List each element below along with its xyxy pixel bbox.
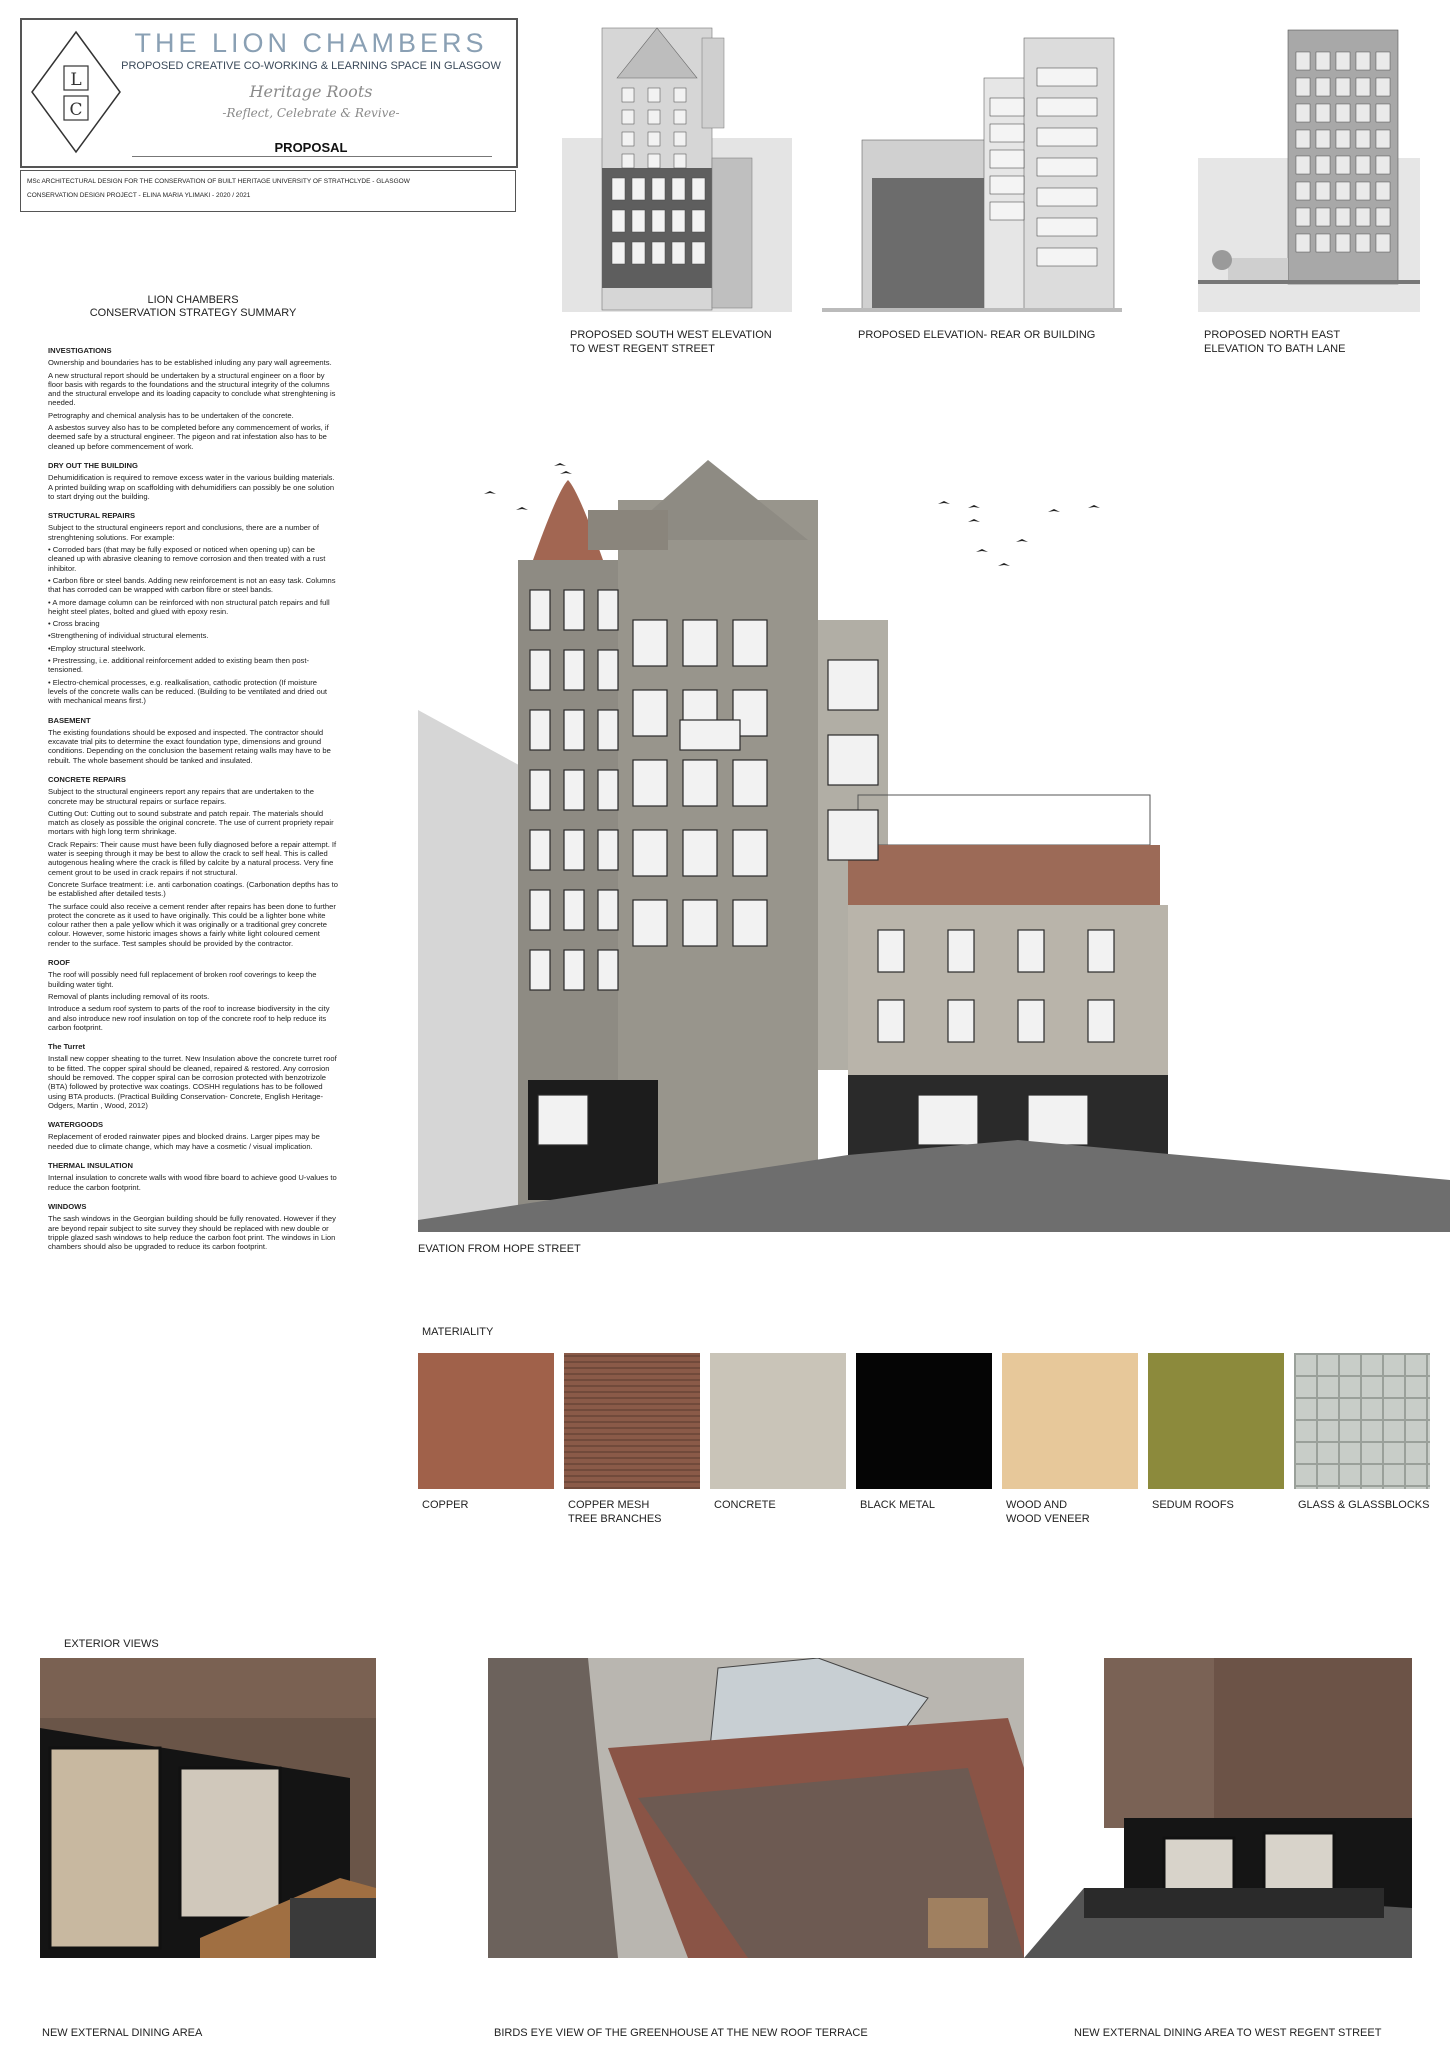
window <box>564 590 584 630</box>
window <box>1018 930 1044 972</box>
window <box>1028 1095 1088 1145</box>
elevation-rear <box>822 28 1122 312</box>
material-swatch <box>418 1353 554 1489</box>
caption-elevation-rear <box>858 328 1138 342</box>
bird-silhouette <box>998 563 1010 566</box>
bird-silhouette <box>976 549 988 552</box>
strategy-paragraph: The existing foundations should be exposed and inspected. The contractor should excavate trial pits to determine the exact foundation type, dimensions and ground conditions. Depending on the conclusion the basement retaing walls may have to be rebuilt. The whole basement should be tanked and insulated. <box>48 727 331 765</box>
window <box>1037 128 1097 146</box>
window <box>1376 182 1390 200</box>
strategy-heading: DRY OUT THE BUILDING <box>48 460 138 470</box>
view-dining-west-regent <box>1024 1658 1412 1958</box>
strategy-paragraph: Concrete Surface treatment: i.e. anti carbonation coatings. (Carbonation depths has to be established after detailed tests.) <box>48 879 338 899</box>
bird-silhouette <box>1048 509 1060 512</box>
strategy-paragraph: Ownership and boundaries has to be established inluding any pary wall agreements. <box>48 358 332 368</box>
strategy-paragraph: Subject to the structural engineers report and conclusions, there are a number of strenghtening solutions. For example: <box>48 523 319 542</box>
strategy-heading: ROOF <box>48 958 70 968</box>
window <box>633 900 667 946</box>
window <box>564 830 584 870</box>
material-label-line: TREE BRANCHES <box>568 1513 662 1525</box>
strategy-paragraph: •Strengthening of individual structural elements. <box>48 631 209 641</box>
window <box>990 202 1024 220</box>
caption-line: PROPOSED NORTH EAST <box>1204 329 1341 341</box>
window <box>672 178 685 200</box>
window <box>598 590 618 630</box>
strategy-paragraph: Dehumidification is required to remove excess water in the various building materials. A printed building wrap on scaffolding with dehumidifiers can possibly be one solution to start drying out the building. <box>48 473 335 501</box>
window <box>990 150 1024 168</box>
window <box>733 830 767 876</box>
logo-letter-c: C <box>69 100 83 120</box>
material-swatch <box>1294 1353 1430 1489</box>
window <box>598 710 618 750</box>
material-label <box>714 1498 854 1512</box>
material-label-line: CONCRETE <box>714 1499 776 1511</box>
strategy-paragraph: Petrography and chemical analysis has to be undertaken of the concrete. <box>48 410 294 420</box>
material-label-line: SEDUM ROOFS <box>1152 1499 1234 1511</box>
caption-elevation-south-west <box>570 328 810 356</box>
window <box>672 210 685 232</box>
window <box>622 110 634 124</box>
window <box>1316 182 1330 200</box>
window <box>733 760 767 806</box>
window <box>1037 98 1097 116</box>
caption-line: TO WEST REGENT STREET <box>570 343 715 355</box>
window <box>1037 188 1097 206</box>
material-swatch <box>856 1353 992 1489</box>
window <box>633 830 667 876</box>
title-block <box>20 18 518 168</box>
window <box>878 930 904 972</box>
caption-view-2: BIRDS EYE VIEW OF THE GREENHOUSE AT THE NEW ROOF TERRACE <box>494 2027 868 2039</box>
window <box>632 178 645 200</box>
window <box>632 210 645 232</box>
strategy-paragraph: The roof will possibly need full replacement of broken roof coverings to keep the building water tight. <box>48 970 317 989</box>
material-label <box>422 1498 562 1512</box>
caption-main-elevation: EVATION FROM HOPE STREET <box>418 1243 581 1255</box>
window <box>1376 156 1390 174</box>
bird-silhouette <box>968 505 980 508</box>
window <box>1088 930 1114 972</box>
caption-line: PROPOSED SOUTH WEST ELEVATION <box>570 329 772 341</box>
caption-elevation-north-east <box>1204 328 1424 356</box>
materiality-title: MATERIALITY <box>422 1326 494 1338</box>
strategy-paragraph: Subject to the structural engineers report any repairs that are undertaken to the concrete may be structural repairs or surface repairs. <box>48 787 314 806</box>
window <box>598 650 618 690</box>
window <box>633 620 667 666</box>
window <box>633 690 667 736</box>
window <box>530 770 550 810</box>
window <box>1356 234 1370 252</box>
window <box>530 650 550 690</box>
strategy-paragraph: • Cross bracing <box>48 619 100 629</box>
strategy-heading: WATERGOODS <box>48 1120 104 1130</box>
window <box>1316 130 1330 148</box>
material-label <box>860 1498 1000 1512</box>
strategy-paragraph: Introduce a sedum roof system to parts of the roof to increase biodiversity in the city and also introduce new roof insulation on top of the concrete roof to help reduce its carbon footprint. <box>48 1004 330 1032</box>
window <box>1296 52 1310 70</box>
script-title: Heritage Roots <box>249 82 373 101</box>
material-label <box>1298 1498 1438 1512</box>
course-info: MSc ARCHITECTURAL DESIGN FOR THE CONSERVATION OF BUILT HERITAGE UNIVERSITY OF STRATHCLYDE - GLASGOW <box>27 178 410 185</box>
strategy-paragraph: • Electro-chemical processes, e.g. realkalisation, cathodic protection (If moisture levels of the concrete walls can be reduced. (Building to be ventilated and dried out with mechanical means first.) <box>48 677 328 706</box>
window <box>692 178 705 200</box>
logo-letter-l: L <box>70 70 82 90</box>
bird-silhouette <box>968 519 980 522</box>
window <box>530 590 550 630</box>
strategy-paragraph: •Employ structural steelwork. <box>48 643 146 653</box>
window <box>1316 156 1330 174</box>
window <box>530 950 550 990</box>
project-subtitle: PROPOSED CREATIVE CO-WORKING & LEARNING SPACE IN GLASGOW <box>121 60 501 72</box>
window <box>1336 130 1350 148</box>
window <box>1296 208 1310 226</box>
window <box>990 176 1024 194</box>
bird-silhouette <box>938 501 950 504</box>
strategy-heading: The Turret <box>48 1042 85 1052</box>
bird-silhouette <box>560 471 572 474</box>
window <box>622 154 634 168</box>
window <box>564 650 584 690</box>
window <box>1356 156 1370 174</box>
view-external-dining <box>40 1658 376 1958</box>
window <box>674 110 686 124</box>
material-label <box>1152 1498 1292 1512</box>
window <box>598 950 618 990</box>
strategy-paragraph: The sash windows in the Georgian building should be fully renovated. However if they are beyond repair subject to site survey they should be replaced with new double or tripple glazed sash windows to help reduce the carbon foot print. The windows in Lion chambers should also be upgraded to reduce its carbon footprint. <box>48 1214 336 1252</box>
window <box>692 210 705 232</box>
material-label <box>1006 1498 1146 1526</box>
window <box>598 830 618 870</box>
strategy-paragraph: The surface could also receive a cement render after repairs has been done to further protect the concrete as it used to have originally. This could be a lighter bone white colour rather then a pale yellow which it was originally or a traditional grey concrete colour. However, some historic images shows a fairly white light coloured cement render to the surface. Test samples should be provided by the contractor. <box>48 901 336 948</box>
strategy-paragraph: • Corroded bars (that may be fully exposed or noticed when opening up) can be cleaned up with abrasive cleaning to remove corrosion and then treated with a rust inhibitor. <box>48 545 326 573</box>
window <box>622 88 634 102</box>
caption-view-3: NEW EXTERNAL DINING AREA TO WEST REGENT STREET <box>1074 2027 1382 2039</box>
strategy-paragraph: Replacement of eroded rainwater pipes and blocked drains. Larger pipes may be needed due to climate change, which may have a cosmetic / visual implication. <box>48 1132 320 1151</box>
strategy-heading: BASEMENT <box>48 715 91 725</box>
window <box>1376 78 1390 96</box>
window <box>1376 208 1390 226</box>
script-subtitle: -Reflect, Celebrate & Revive- <box>222 106 400 120</box>
window <box>564 770 584 810</box>
strategy-paragraph: • Prestressing, i.e. additional reinforcement added to existing beam then post-tensioned. <box>48 656 309 675</box>
window <box>612 210 625 232</box>
strategy-paragraph: A asbestos survey also has to be completed before any commencement of works, if deemed safe by a structural engineer. The pigeon and rat infestation also has to be cleaned up before commencement of work. <box>48 423 329 451</box>
strategy-title <box>48 294 338 320</box>
window <box>692 242 705 264</box>
elevation-south-west <box>562 18 792 312</box>
material-label-line: BLACK METAL <box>860 1499 935 1511</box>
bird-silhouette <box>484 491 496 494</box>
window <box>1376 52 1390 70</box>
divider <box>132 156 492 157</box>
window <box>990 124 1024 142</box>
window <box>948 1000 974 1042</box>
window <box>1296 234 1310 252</box>
window <box>674 88 686 102</box>
window <box>1356 208 1370 226</box>
window <box>564 710 584 750</box>
window <box>1356 182 1370 200</box>
window <box>530 890 550 930</box>
caption-line: ELEVATION TO BATH LANE <box>1204 343 1346 355</box>
window <box>648 154 660 168</box>
window <box>674 154 686 168</box>
exterior-title: EXTERIOR VIEWS <box>64 1638 159 1650</box>
window <box>1037 68 1097 86</box>
window <box>1376 104 1390 122</box>
window <box>648 110 660 124</box>
window <box>632 242 645 264</box>
strategy-paragraph: Internal insulation to concrete walls with wood fibre board to achieve good U-values to reduce the carbon footprint. <box>48 1173 337 1192</box>
window <box>598 890 618 930</box>
window <box>652 178 665 200</box>
window <box>1336 78 1350 96</box>
window <box>1088 1000 1114 1042</box>
window <box>1296 130 1310 148</box>
window <box>564 890 584 930</box>
info-block <box>20 170 516 212</box>
window <box>1316 208 1330 226</box>
window <box>990 98 1024 116</box>
window <box>652 210 665 232</box>
strategy-paragraph: • Carbon fibre or steel bands. Adding new reinforcement is not an easy task. Columns that has corroded can be wrapped with carbon fibre or steel bands. <box>48 575 336 595</box>
elevation-north-east <box>1198 18 1420 312</box>
window <box>1336 156 1350 174</box>
window <box>733 620 767 666</box>
window <box>612 242 625 264</box>
window <box>828 735 878 785</box>
project-title: THE LION CHAMBERS <box>134 28 488 58</box>
window <box>948 930 974 972</box>
material-swatch <box>1148 1353 1284 1489</box>
main-elevation-drawing <box>418 420 1450 1232</box>
proposal-label: PROPOSAL <box>274 140 348 155</box>
window <box>733 900 767 946</box>
material-label-line: GLASS & GLASSBLOCKS <box>1298 1499 1430 1511</box>
window <box>1336 52 1350 70</box>
caption-line: PROPOSED ELEVATION- REAR OR BUILDING <box>858 329 1096 341</box>
material-label <box>568 1498 708 1526</box>
strategy-paragraph: • A more damage column can be reinforced with non structural patch repairs and full height steel plates, bolted and glued with epoxy resin. <box>48 597 330 616</box>
window <box>1037 248 1097 266</box>
window <box>1376 234 1390 252</box>
strategy-paragraph: Crack Repairs: Their cause must have been fully diagnosed before a repair attempt. If water is seeping through it may be best to allow the crack to self heal. This is called autogenous healing where the crack is filled by calcite by a natural process. Very fine cement grout to be used in crack repairs if not structural. <box>48 839 337 877</box>
window <box>1336 234 1350 252</box>
window <box>1356 130 1370 148</box>
window <box>918 1095 978 1145</box>
bird-silhouette <box>554 463 566 466</box>
window <box>1018 1000 1044 1042</box>
window <box>1316 104 1330 122</box>
strategy-heading: STRUCTURAL REPAIRS <box>48 511 136 521</box>
window <box>1037 158 1097 176</box>
strategy-paragraph: Cutting Out: Cutting out to sound substrate and patch repair. The materials should match as closely as possible the original concrete. The use of current propriety repair mortars with high long term shrinkage. <box>48 808 334 837</box>
window <box>1316 234 1330 252</box>
strategy-title-line2: CONSERVATION STRATEGY SUMMARY <box>89 307 297 319</box>
window <box>564 950 584 990</box>
window <box>1336 182 1350 200</box>
window <box>683 620 717 666</box>
window <box>648 88 660 102</box>
window <box>1296 182 1310 200</box>
window <box>530 710 550 750</box>
strategy-paragraph: A new structural report should be undertaken by a structural engineer on a floor by floor basis with regards to the foundations and the structural integrity of the columns and the structural envelope and its loading capacity to conclude what strenghtening is needed. <box>48 370 336 408</box>
strategy-paragraph: Removal of plants including removal of its roots. <box>48 991 210 1001</box>
window <box>1336 208 1350 226</box>
window <box>1316 52 1330 70</box>
bird-silhouette <box>516 507 528 510</box>
window <box>622 132 634 146</box>
window <box>612 178 625 200</box>
window <box>1356 104 1370 122</box>
window <box>652 242 665 264</box>
material-label-line: WOOD VENEER <box>1006 1513 1090 1525</box>
window <box>530 830 550 870</box>
strategy-heading: THERMAL INSULATION <box>48 1161 133 1171</box>
window <box>672 242 685 264</box>
view-greenhouse-birdseye <box>488 1658 1024 1958</box>
material-swatch <box>564 1353 700 1489</box>
material-swatch <box>1002 1353 1138 1489</box>
window <box>828 810 878 860</box>
project-info: CONSERVATION DESIGN PROJECT - ELINA MARIA YLIMAKI - 2020 / 2021 <box>27 192 251 199</box>
window <box>1356 78 1370 96</box>
bird-silhouette <box>1088 505 1100 508</box>
window <box>1336 104 1350 122</box>
window <box>1296 78 1310 96</box>
material-label-line: COPPER MESH <box>568 1499 650 1511</box>
window <box>1316 78 1330 96</box>
window <box>683 760 717 806</box>
window <box>828 660 878 710</box>
window <box>1296 156 1310 174</box>
window <box>598 770 618 810</box>
strategy-heading: INVESTIGATIONS <box>48 346 112 355</box>
window <box>683 830 717 876</box>
window <box>680 720 740 750</box>
window <box>1296 104 1310 122</box>
window <box>633 760 667 806</box>
window <box>674 132 686 146</box>
window <box>648 132 660 146</box>
window <box>1037 218 1097 236</box>
window <box>878 1000 904 1042</box>
window <box>1376 130 1390 148</box>
strategy-heading: CONCRETE REPAIRS <box>48 774 126 784</box>
bird-silhouette <box>1016 539 1028 542</box>
window <box>538 1095 588 1145</box>
caption-view-1: NEW EXTERNAL DINING AREA <box>42 2027 203 2039</box>
window <box>1356 52 1370 70</box>
window <box>683 900 717 946</box>
strategy-paragraph: Install new copper sheating to the turret. New Insulation above the concrete turret roof to be fitted. The copper spiral should be cleaned, repaired & restored. Any corrosion should be removed. The copper spiral can be corrosion protected with benzotrizole (BTA) followed by protective wax coatings. COSHH regulations has to be followed using BTA products. (Practical Building Conservation- Concrete, English Heritage- Odgers, Martin , Wood, 2012) <box>48 1054 337 1110</box>
material-swatch <box>710 1353 846 1489</box>
strategy-title-line1: LION CHAMBERS <box>147 294 239 306</box>
material-label-line: WOOD AND <box>1006 1499 1068 1511</box>
strategy-text <box>48 336 338 1251</box>
strategy-heading: WINDOWS <box>48 1201 87 1211</box>
material-label-line: COPPER <box>422 1499 469 1511</box>
